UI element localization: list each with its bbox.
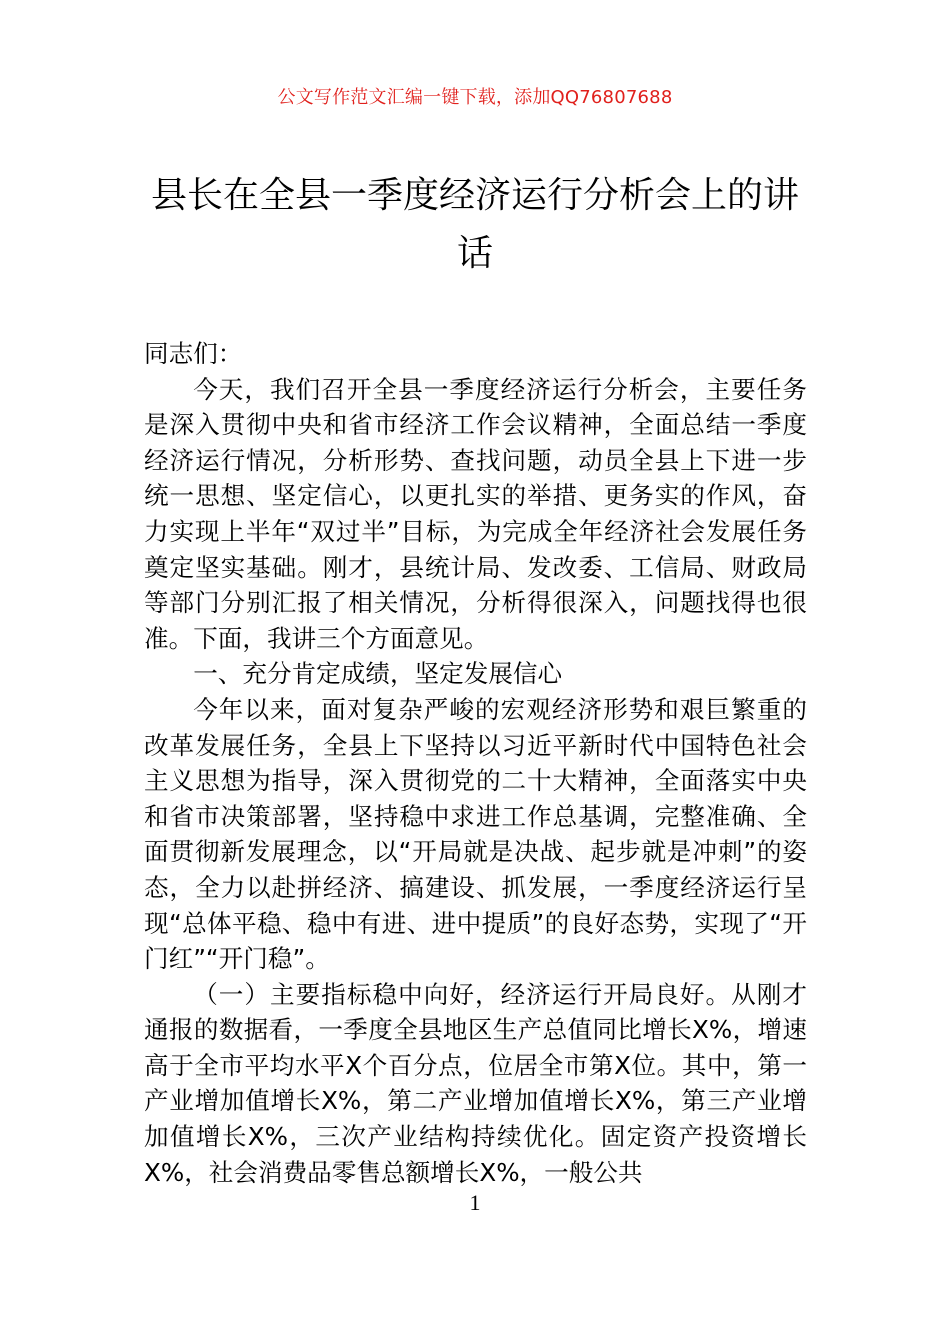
paragraph-intro: 今天，我们召开全县一季度经济运行分析会，主要任务是深入贯彻中央和省市经济工作会议精神，全面总结一季度经济运行情况，分析形势、查找问题，动员全县上下进一步统一思想、坚定信心，以更扎实的举措、更务实的作风，奋力实现上半年“双过半”目标，为完成全年经济社会发展任务奠定坚实基础。刚才，县统计局、发改委、工信局、财政局等部门分别汇报了相关情况，分析得很深入，问题找得也很准。下面，我讲三个方面意见。 [144,374,807,653]
paragraph-indicators: （一）主要指标稳中向好，经济运行开局良好。从刚才通报的数据看，一季度全县地区生产总值同比增长X%，增速高于全市平均水平X个百分点，位居全市第X位。其中，第一产业增加值增长X%，第二产业增加值增长X%，第三产业增加值增长X%，三次产业结构持续优化。固定资产投资增长X%，社会消费品零售总额增长X%，一般公共 [144,979,807,1187]
salutation: 同志们： [144,339,243,368]
page-number: 1 [469,1190,481,1215]
document-title: 县长在全县一季度经济运行分析会上的讲话 [150,175,799,274]
document-body [144,336,807,1190]
section-heading: 一、充分肯定成绩，坚定发展信心 [193,659,563,689]
download-notice: 公文写作范文汇编一键下载，添加QQ76807688 [277,87,673,108]
paragraph-achievements: 今年以来，面对复杂严峻的宏观经济形势和艰巨繁重的改革发展任务，全县上下坚持以习近平新时代中国特色社会主义思想为指导，深入贯彻党的二十大精神，全面落实中央和省市决策部署，坚持稳中求进工作总基调，完整准确、全面贯彻新发展理念，以“开局就是决战、起步就是冲刺”的姿态，全力以赴拼经济、搞建设、抓发展，一季度经济运行呈现“总体平稳、稳中有进、进中提质”的良好态势，实现了“开门红”“开门稳”。 [144,694,807,974]
